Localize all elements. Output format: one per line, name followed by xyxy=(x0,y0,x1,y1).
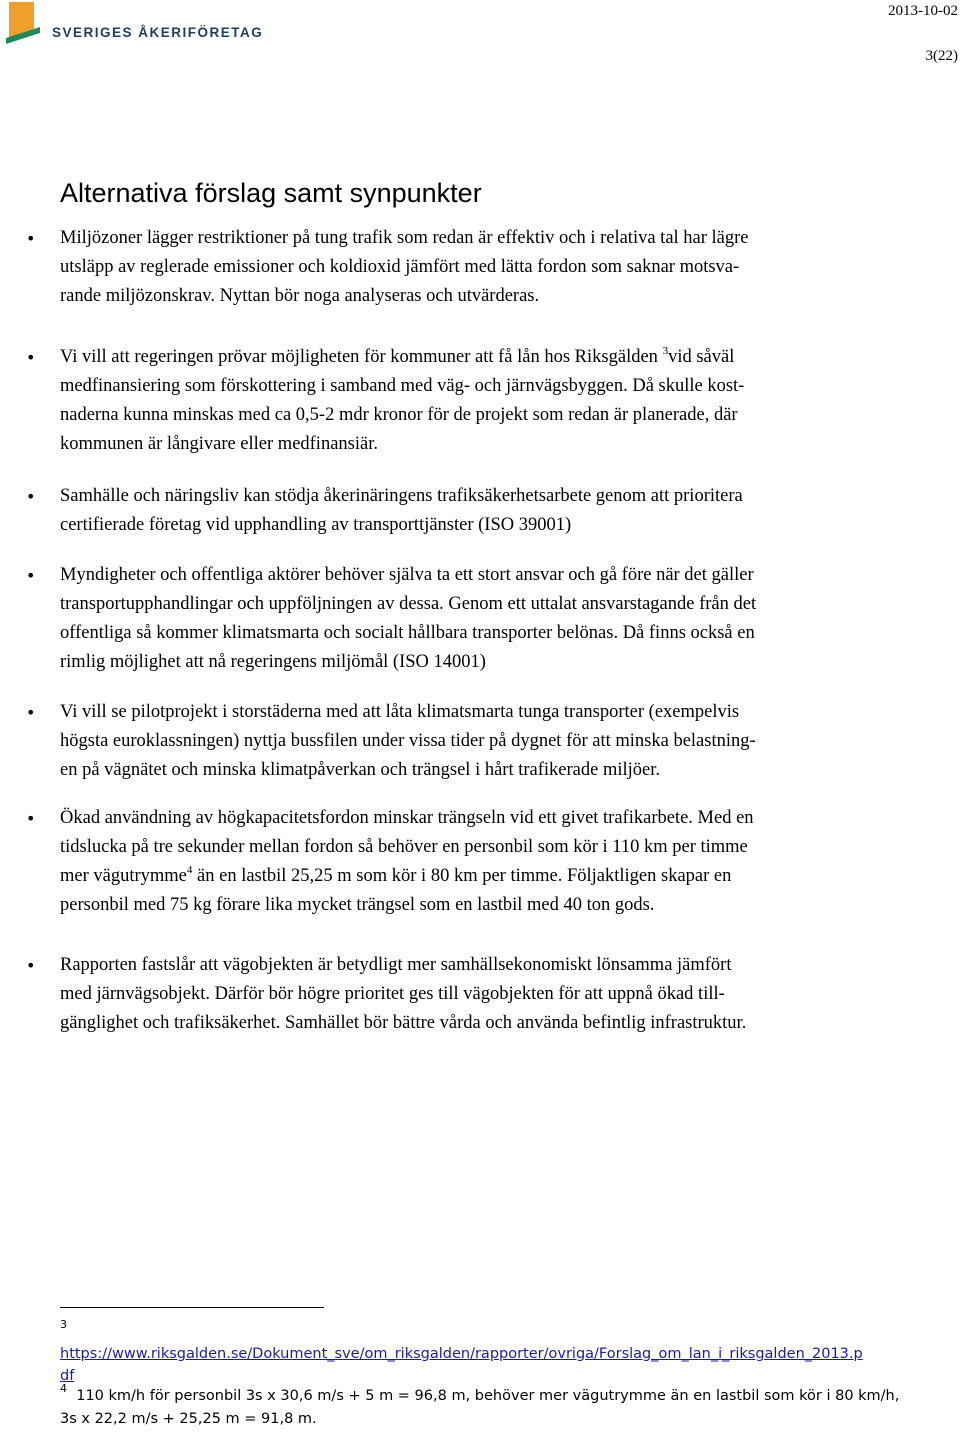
list-item: • Vi vill se pilotprojekt i storstäderna med att låta klimatsmarta tunga transporter (exempelvis högsta euroklassningen) nyttja bussfilen under vissa tider på dygnet för att minska belastning- en på vägnätet och minska klimatpåverkan och trängsel i hårt trafikerade miljöer. xyxy=(60,698,910,785)
org-name: SVERIGES ÅKERIFÖRETAG xyxy=(52,25,264,40)
footnote-4: $^4$ 110 km/h för personbil 3s x 30,6 m/s + 5 m = 96,8 m, behöver mer vägutrymme än en lastbil som kör i 80 km/h, xyxy=(60,1382,900,1404)
footnote-3-number: 3 xyxy=(60,1318,67,1331)
section-heading: Alternativa förslag samt synpunkter xyxy=(60,178,482,208)
footnote-ref[interactable]: 4 xyxy=(186,864,193,876)
page-number: 3(22) xyxy=(925,48,958,64)
footnote-4-cont: 3s x 22,2 m/s + 25,25 m = 91,8 m. xyxy=(60,1411,317,1427)
company-logo xyxy=(6,0,264,46)
footnote-3-link-cont[interactable]: df xyxy=(60,1368,75,1384)
logo-mark-icon xyxy=(6,0,40,44)
list-item: • Miljözoner lägger restriktioner på tung trafik som redan är effektiv och i relativa tal har lägre utsläpp av reglerade emissioner och koldioxid jämfört med lätta fordon som saknar motsva- rande miljözonskrav. Nyttan bör noga analyseras och utvärderas. xyxy=(60,224,910,311)
list-item: • Vi vill att regeringen prövar möjligheten för kommuner att få lån hos Riksgälden $^3$vid såväl medfinansiering som förskottering i samband med väg- och järnvägsbyggen. Då skulle kost- naderna kunna minskas med ca 0,5-2 mdr kronor för de projekt som redan är planerade, där kommunen är långivare eller medfinansiär. xyxy=(60,343,910,459)
list-item: • Rapporten fastslår att vägobjekten är betydligt mer samhällsekonomiskt lönsamma jämfört med järnvägsobjekt. Därför bör högre prioritet ges till vägobjekten för att uppnå ökad till- gänglighet och trafiksäkerhet. Samhället bör bättre vårda och använda befintlig infrastruktur. xyxy=(60,951,910,1038)
bullet-list xyxy=(60,224,910,1038)
footnote-ref[interactable]: 3 xyxy=(662,345,669,357)
list-item: • Ökad användning av högkapacitetsfordon minskar trängseln vid ett givet trafikarbete. Med en tidslucka på tre sekunder mellan fordon så behöver en personbil som kör i 110 km per timme mer vägutrymme$^4$ än en lastbil 25,25 m som kör i 80 km per timme. Följaktligen skapar en personbil med 75 kg förare lika mycket trängsel som en lastbil med 40 ton gods. xyxy=(60,804,910,920)
list-item: • Myndigheter och offentliga aktörer behöver själva ta ett stort ansvar och gå före när det gäller transportupphandlingar och uppföljningen av dessa. Genom ett uttalat ansvarstagande från det offentliga så kommer klimatsmarta och socialt hållbara transporter belönas. Då finns också en rimlig möjlighet att nå regeringens miljömål (ISO 14001) xyxy=(60,561,910,677)
footnote-3-link[interactable]: https://www.riksgalden.se/Dokument_sve/om_riksgalden/rapporter/ovriga/Forslag_om_lan_i_riksgalden_2013.p xyxy=(60,1346,863,1362)
document-date: 2013-10-02 xyxy=(888,3,958,19)
footnote-divider xyxy=(60,1307,324,1308)
list-item: • Samhälle och näringsliv kan stödja åkerinäringens trafiksäkerhetsarbete genom att prioritera certifierade företag vid upphandling av transporttjänster (ISO 39001) xyxy=(60,482,910,540)
